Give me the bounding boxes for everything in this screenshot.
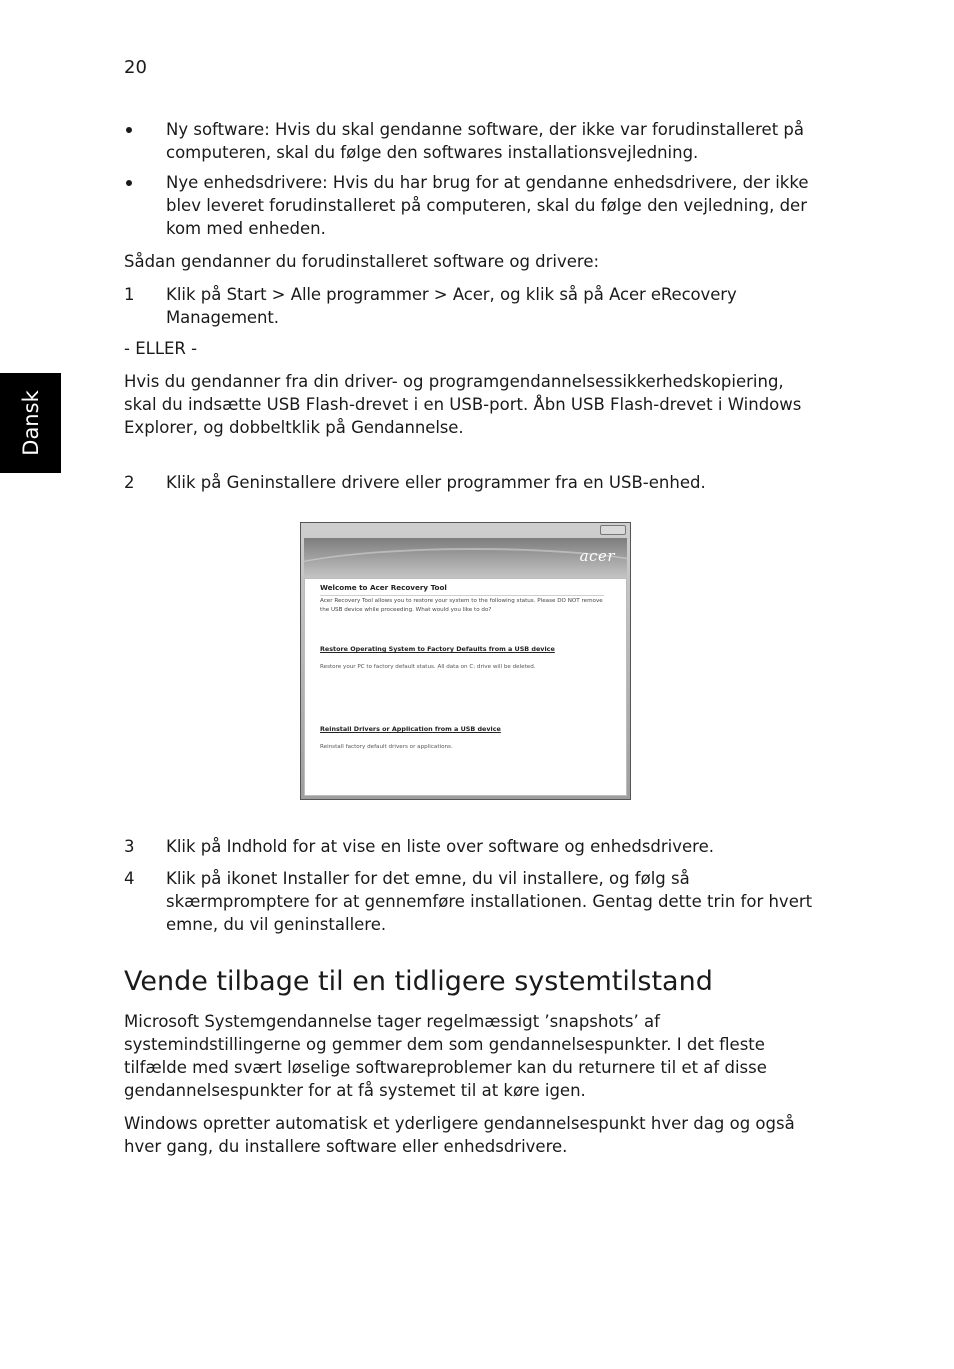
acer-recovery-screenshot bbox=[300, 522, 631, 800]
reinstall-drivers-description: Reinstall factory default drivers or applications. bbox=[320, 744, 453, 750]
page-number: 20 bbox=[124, 57, 147, 78]
restore-os-link[interactable]: Restore Operating System to Factory Defaults from a USB device bbox=[320, 645, 555, 653]
step-text: Klik på Geninstallere drivere eller programmer fra en USB-enhed. bbox=[166, 473, 706, 492]
ui-term-gendannelse: Gendannelse bbox=[351, 418, 459, 437]
intro-paragraph: Sådan gendanner du forudinstalleret software og drivere: bbox=[124, 252, 600, 271]
recovery-tool-body bbox=[304, 578, 627, 796]
paragraph: Microsoft Systemgendannelse tager regelmæssigt ’snapshots’ af systemindstillingerne og gemmer dem som gendannelsespunkter. I det fleste tilfælde med svært løselige softwareproblemer kan du returnere til et af disse gendannelsespunkter for at få systemet til at køre igen. bbox=[124, 1012, 767, 1100]
reinstall-drivers-link[interactable]: Reinstall Drivers or Application from a USB device bbox=[320, 725, 501, 733]
divider bbox=[320, 595, 604, 596]
section-heading: Vende tilbage til en tidligere systemtilstand bbox=[124, 966, 713, 997]
step-1 bbox=[124, 283, 814, 329]
ui-term-indhold: Indhold bbox=[226, 837, 288, 856]
ui-term-erecovery: Acer eRecovery Management bbox=[166, 285, 737, 327]
usb-paragraph: Hvis du gendanner fra din driver- og programgendannelsessikkerhedskopiering, skal du indsætte USB Flash-drevet i en USB-port. Åbn USB Flash-drevet i Windows Explorer, og dobbeltklik på Gendannelse. bbox=[124, 372, 802, 437]
bullet-dot-icon bbox=[126, 180, 132, 186]
bullet-dot-icon bbox=[126, 127, 132, 133]
ui-term-all-programs: Alle programmer bbox=[290, 285, 429, 304]
restore-os-description: Restore your PC to factory default status. All data on C: drive will be deleted. bbox=[320, 664, 536, 670]
recovery-welcome-title: Welcome to Acer Recovery Tool bbox=[320, 583, 447, 592]
recovery-intro-text: Acer Recovery Tool allows you to restore your system to the following status. Please DO NOT remove the USB device while proceeding. What would you like to do? bbox=[320, 598, 603, 613]
paragraph: Windows opretter automatisk et yderligere gendannelsespunkt hver dag og også hver gang, du installere software eller enhedsdrivere. bbox=[124, 1114, 795, 1156]
acer-logo: acer bbox=[579, 547, 615, 565]
bullet-text: Ny software: Hvis du skal gendanne software, der ikke var forudinstalleret på computeren, skal du følge den softwares installationsvejledning. bbox=[166, 120, 805, 162]
language-side-tab bbox=[0, 373, 61, 473]
step-number: 2 bbox=[124, 473, 135, 492]
language-side-tab-label: Dansk bbox=[18, 390, 43, 456]
window-titlebar bbox=[301, 523, 630, 536]
step-text: Klik på Indhold for at vise en liste over software og enhedsdrivere. bbox=[166, 837, 714, 856]
bullet-text: Nye enhedsdrivere: Hvis du har brug for at gendanne enhedsdrivere, der ikke blev leveret forudinstalleret på computeren, skal du følge den vejledning, der kom med enheden. bbox=[166, 173, 809, 238]
step-3 bbox=[124, 835, 814, 858]
ui-term-acer: Acer bbox=[452, 285, 490, 304]
step-2 bbox=[124, 471, 814, 494]
step-number: 3 bbox=[124, 837, 135, 856]
or-separator: - ELLER - bbox=[124, 339, 198, 358]
step-number: 4 bbox=[124, 869, 135, 888]
bullet-item bbox=[124, 171, 814, 240]
step-4 bbox=[124, 867, 814, 936]
window-close-icon bbox=[600, 525, 626, 535]
bullet-item bbox=[124, 118, 814, 164]
step-number: 1 bbox=[124, 285, 135, 304]
ui-term-start: Start bbox=[226, 285, 267, 304]
step-text: Klik på ikonet Installer for det emne, du vil installere, og følg så skærmpromptere for at gennemføre installationen. Gentag dette trin for hvert emne, du vil geninstallere. bbox=[166, 869, 813, 934]
acer-banner bbox=[304, 538, 627, 578]
step-text: Klik på Start > Alle programmer > Acer, og klik så på Acer eRecovery Management. bbox=[166, 285, 737, 327]
